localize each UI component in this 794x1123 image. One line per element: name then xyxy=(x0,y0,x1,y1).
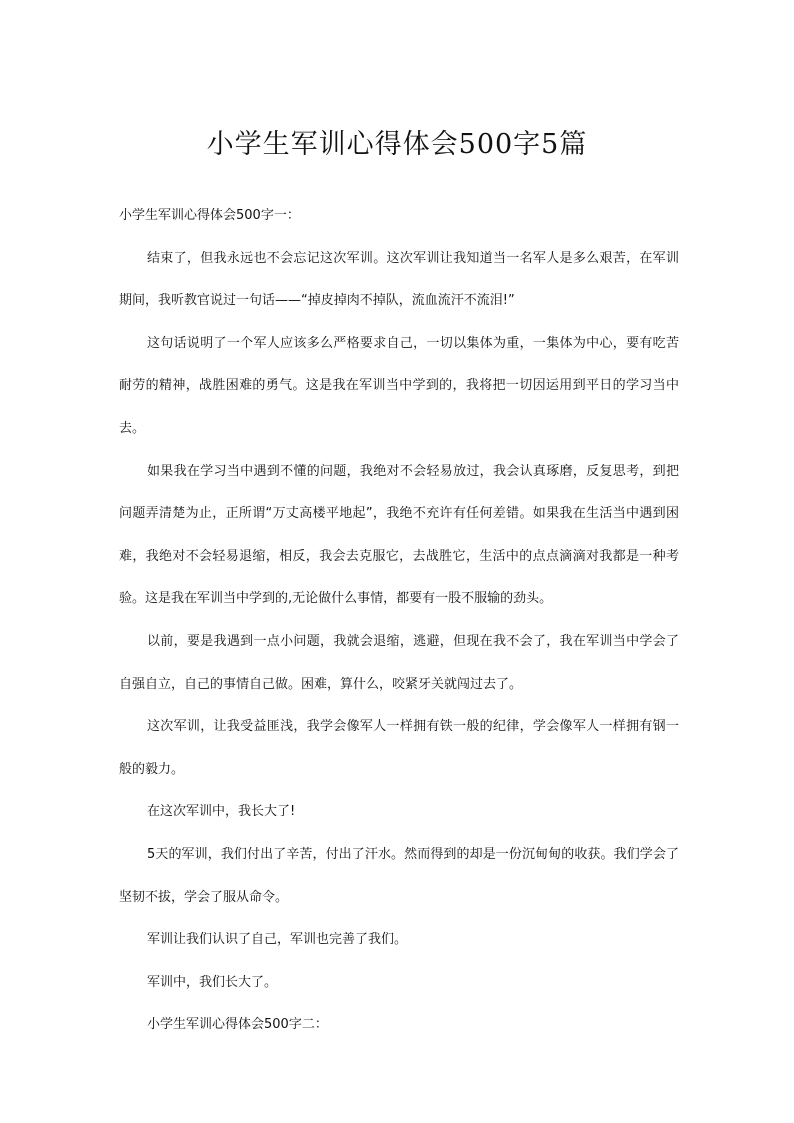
document-title: 小学生军训心得体会500字5篇 xyxy=(206,129,588,160)
paragraph: 5天的军训，我们付出了辛苦，付出了汗水。然而得到的却是一份沉甸甸的收获。我们学会了坚韧不拔，学会了服从命令。 xyxy=(119,846,679,905)
paragraph: 军训中，我们长大了。 xyxy=(147,974,278,990)
paragraph: 军训让我们认识了自己，军训也完善了我们。 xyxy=(147,932,408,948)
document-body xyxy=(119,195,679,1047)
paragraph: 以前，要是我遇到一点小问题，我就会退缩，逃避，但现在我不会了，我在军训当中学会了自强自立，自己的事情自己做。困难，算什么，咬紧牙关就闯过去了。 xyxy=(119,633,679,692)
paragraph: 如果我在学习当中遇到不懂的问题，我绝对不会轻易放过，我会认真琢磨，反复思考，到把问题弄清楚为止，正所谓“万丈高楼平地起”，我绝不充许有任何差错。如果我在生活当中遇到困难，我绝对不会轻易退缩，相反，我会去克服它，去战胜它，生活中的点点滴滴对我都是一种考验。这是我在军训当中学到的,无论做什么事情，都要有一股不服输的劲头。 xyxy=(119,463,679,607)
paragraph: 这次军训，让我受益匪浅，我学会像军人一样拥有铁一般的纪律，学会像军人一样拥有钢一般的毅力。 xyxy=(119,719,679,777)
section-heading-2: 小学生军训心得体会500字二： xyxy=(147,1017,328,1033)
paragraph: 在这次军训中，我长大了! xyxy=(147,804,296,820)
paragraph: 这句话说明了一个军人应该多么严格要求自己，一切以集体为重，一集体为中心，要有吃苦耐劳的精神，战胜困难的勇气。这是我在军训当中学到的，我将把一切因运用到平日的学习当中去。 xyxy=(119,335,679,436)
paragraph: 结束了，但我永远也不会忘记这次军训。这次军训让我知道当一名军人是多么艰苦，在军训期间，我听教官说过一句话——“掉皮掉肉不掉队，流血流汗不流泪!” xyxy=(119,250,679,309)
section-heading-1: 小学生军训心得体会500字一： xyxy=(119,208,300,223)
